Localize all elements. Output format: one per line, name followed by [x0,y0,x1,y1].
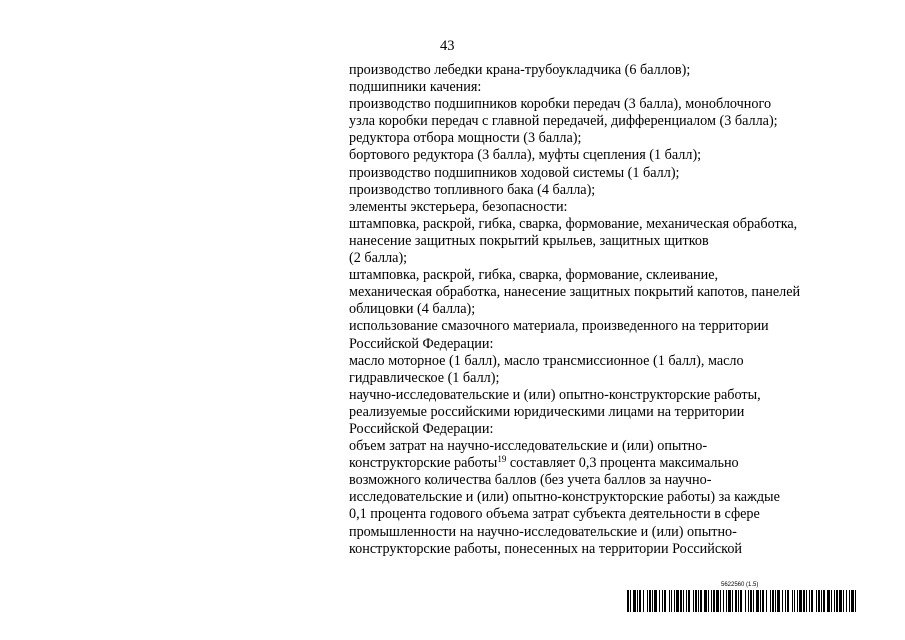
text-line: штамповка, раскрой, гибка, сварка, формование, склеивание, [349,267,719,284]
text-line: исследовательские и (или) опытно-конструкторские работы) за каждые [349,489,780,506]
text-line: конструкторские работы, понесенных на территории Российской [349,540,743,557]
text-line: штамповка, раскрой, гибка, сварка, формование, механическая обработка, [349,215,798,232]
footnote-reference[interactable]: 19 [497,454,507,465]
text-line: объем затрат на научно-исследовательские и (или) опытно- [349,438,708,455]
text-segment: конструкторские работы [349,455,498,472]
text-line: промышленности на научно-исследовательские и (или) опытно- [349,523,737,540]
page-number: 43 [440,38,455,54]
document-body [349,62,849,558]
text-line: производство подшипников ходовой системы (1 балл); [349,164,680,181]
text-line: научно-исследовательские и (или) опытно-конструкторские работы, [349,386,761,403]
text-line: использование смазочного материала, произведенного на территории [349,318,769,335]
barcode-icon [627,590,858,612]
text-line: (2 балла); [349,250,408,267]
text-line: гидравлическое (1 балл); [349,369,500,386]
text-line: редуктора отбора мощности (3 балла); [349,130,582,147]
text-line: облицовки (4 балла); [349,301,476,318]
text-line: Российской Федерации: [349,335,494,352]
barcode-caption: 5622560 (1.5) [721,582,759,588]
text-segment: составляет 0,3 процента максимально [506,455,739,472]
text-line: нанесение защитных покрытий крыльев, защитных щитков [349,232,709,249]
text-line: механическая обработка, нанесение защитных покрытий капотов, панелей [349,284,801,301]
text-line: производство топливного бака (4 балла); [349,181,596,198]
text-line: реализуемые российскими юридическими лицами на территории [349,403,745,420]
text-line: масло моторное (1 балл), масло трансмиссионное (1 балл), масло [349,352,744,369]
text-line: производство подшипников коробки передач (3 балла), моноблочного [349,96,772,113]
text-line: 0,1 процента годового объема затрат субъекта деятельности в сфере [349,506,760,523]
text-line: возможного количества баллов (без учета баллов за научно- [349,472,712,489]
text-line: элементы экстерьера, безопасности: [349,198,568,215]
text-line: Российской Федерации: [349,420,494,437]
text-line: производство лебедки крана-трубоукладчика (6 баллов); [349,62,691,78]
text-line: узла коробки передач с главной передачей, дифференциалом (3 балла); [349,113,778,130]
text-line-with-footnote [349,455,849,472]
text-line: подшипники качения: [349,79,482,96]
text-line: бортового редуктора (3 балла), муфты сцепления (1 балл); [349,147,702,164]
